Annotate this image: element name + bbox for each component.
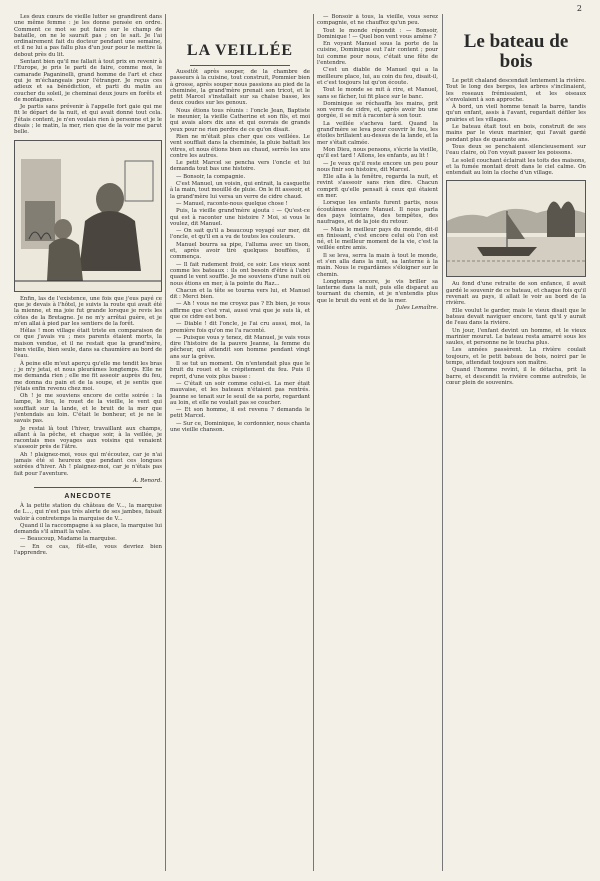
col3-signature: Jules Lemaître. xyxy=(396,305,438,312)
col3-para-14: Longtemps encore, je vis briller sa lanterne dans la nuit, puis elle disparut au tournant du chemin, et je n'entendis plus que le bruit du vent et de la mer. xyxy=(317,278,438,304)
col2-para-10: Manuel bourra sa pipe, l'alluma avec un tison, et, après avoir tiré quelques bouffées, il commença. xyxy=(170,241,310,261)
col2-para-17: — C'était un soir comme celui-ci. La mer était mauvaise, et les bateaux n'étaient pas rentrés. Jeanne se tenait sur le seuil de sa porte, regardant au loin, et elle ne voulait pas se coucher. xyxy=(170,380,310,406)
fireside-engraving-icon xyxy=(15,141,161,291)
anecdote-title: ANECDOTE xyxy=(64,492,112,500)
anecdote-para-3: — Beaucoup, Madame la marquise. xyxy=(20,536,117,543)
col1-para-4: Enfin, las de l'existence, une fois que j'eus payé ce que je devais à l'hôtel, je suivis la route qui avait été la mienne, et ma joie fut grande lorsque je revis les côtes de la Bretagne. Je ne m'y arrêtai guère, et je m'en allai à pied par les sentiers de la forêt. xyxy=(14,295,162,327)
anecdote-para-2: Quand il la raccompagne à sa place, la marquise lui demanda s'il aimait la valse. xyxy=(14,522,162,536)
col2-para-19: — Sur ce, Dominique, le cordonnier, nous chanta une vieille chanson. xyxy=(170,420,310,434)
col2-para-8: Puis, la vieille grand'mère ajouta : — Qu'est-ce qui est à raconter une histoire ? Moi, si vous le voulez, dit Manuel. xyxy=(170,208,310,227)
col1-para-5: Hélas ! mon village était triste en comparaison de ce que j'avais vu ; mes parents étaient morts, la maison vendue, et il ne restait que la grand'mère, bien vieille, bien seule, dans sa chaumière au bord de l'eau. xyxy=(14,328,162,360)
column-3 xyxy=(317,14,438,871)
col1-para-9: Ah ! plaignez-moi, vous qui m'écoutez, car je n'ai jamais été si heureux que pendant ces longues soirées d'hiver. Ah ! plaignez-moi, car je n'étais pas fait pour l'aventure. xyxy=(14,451,162,477)
col3-para-10: Elle alla à la fenêtre, regarda la nuit, et revint s'asseoir sans rien dire. Chacun comprit qu'elle pensait à ceux qui étaient en mer. xyxy=(317,174,438,200)
col2-para-14: — Diable ! dit l'oncle, je l'ai cru aussi, moi, la première fois qu'on me l'a raconté. xyxy=(170,321,310,334)
col1-signature: A. Renord. xyxy=(132,477,162,484)
col3-para-1: — Bonsoir à tous, la vieille, vous serez compagnie, et ne chauffez qu'un peu. xyxy=(317,14,438,27)
column-1 xyxy=(14,14,162,871)
col3-para-4: C'est un diable de Manuel qui a la meilleure place, lui, au coin du feu, disait-il, et c'est toujours lui qu'on écoute. xyxy=(317,67,438,86)
col1-para-3: Je partis sans prévenir à l'appelle fort gaie qui me fit le départ de la nuit, et qui avait donné tout cela. J'étais content, je n'en voulais rien à personne et je le disais ; le matin, la mer, rien que de la voir me parut belle. xyxy=(14,104,162,136)
col3-para-13: Il se leva, serra la main à tout le monde, et s'en alla dans la nuit, sa lanterne à la main. Nous le regardâmes s'éloigner sur le chemin. xyxy=(317,252,438,278)
col3-para-7: La veillée s'acheva tard. Quand la grand'mère se leva pour couvrir le feu, les étoiles brillaient au-dessus de la lande, et la mer s'était calmée. xyxy=(317,120,438,146)
anecdote-para-1: À la petite station du château de V..., la marquise de L..., qui n'est pas très alerte de ses jambes, faisait valoir à contretemps la marquise de V... xyxy=(14,502,162,522)
col3-para-8: Mon Dieu, nous pensons, s'écrie la vieille, qu'il est tard ! Allons, les enfants, au lit ! xyxy=(317,146,438,160)
col1-para-8: Je restai là tout l'hiver, travaillant aux champs, allant à la pêche, et chaque soir, à la veillée, je racontais mes voyages aux voisins qui venaient s'asseoir près de l'âtre. xyxy=(14,425,162,451)
col2-para-16: Il se tut un moment. On n'entendait plus que le bruit du rouet et le crépitement du feu. Puis il reprit, d'une voix plus basse : xyxy=(170,361,310,380)
column-4 xyxy=(446,14,586,871)
col2-para-18: — Et son homme, il est revenu ? demanda le petit Marcel. xyxy=(170,407,310,420)
column-rule xyxy=(313,14,314,871)
col2-para-3: Rien ne m'était plus cher que ces veillées. Le vent soufflait dans la cheminée, la pluie battait les vitres, et nous étions bien au chaud, serrés les uns contre les autres. xyxy=(170,133,310,159)
col1-para-1: Les deux cœurs de vieille lutter se grandirent dans une même femme : je les donne pensée en ordre. Comment ce mot se put faire sur le champ de bataille, on ne le saurait pas ; on le sait. Je l'ai ordinairement fait du docteur pendant une semaine, et il ne lui a pas fallu plus d'un jour pour le mettre là debout près du lit. xyxy=(14,14,162,58)
col3-para-5: Tout le monde se mit à rire, et Manuel, sans se fâcher, lui fit place sur le banc. xyxy=(317,87,438,100)
page-number: 2 xyxy=(576,4,582,13)
col3-para-11: Lorsque les enfants furent partis, nous écoutâmes encore Manuel. Il nous parla des pays lointains, des tempêtes, des naufrages, et de la joie du retour. xyxy=(317,200,438,226)
col2-para-9: — On sait qu'il a beaucoup voyagé sur mer, dit l'oncle, et qu'il en a vu de toutes les couleurs. xyxy=(170,228,310,241)
col3-para-3: En voyant Manuel sous la porte de la cuisine, Dominique eut l'air content ; pour lui comme pour nous, c'était une fête de l'entendre. xyxy=(317,41,438,67)
col3-para-6: Dominique se réchauffa les mains, prit son verre de cidre, et, après avoir bu une gorgée, il se mit à raconter à son tour. xyxy=(317,100,438,120)
col3-para-2: Tout le monde répondit : — Bonsoir, Dominique ! — Quel bon vent vous amène ? xyxy=(317,27,438,40)
col2-para-11: — Il fait rudement froid, ce soir. Les vieux sont comme les bateaux : ils ont besoin d'être à l'abri quand le vent souffle. Je me souviens d'une nuit où nous étions en mer, à la pointe du Raz... xyxy=(170,261,310,287)
col2-para-4: Le petit Marcel se pencha vers l'oncle et lui demanda tout bas une histoire. xyxy=(170,160,310,173)
col4-para-1: Le petit chaland descendait lentement la rivière. Tout le long des berges, les arbres s'inclinaient, les roseaux frémissaient, et les oiseaux s'envolaient à son approche. xyxy=(446,78,586,103)
col4-para-6: Au fond d'une retraite de son enfance, il avait gardé le souvenir de ce bateau, et chaque fois qu'il revenait au pays, il allait le voir au bord de la rivière. xyxy=(446,281,586,307)
anecdote-para-4: — En ce cas, fût-elle, vous devriez bien l'apprendre. xyxy=(14,543,162,557)
title-underline xyxy=(190,65,290,66)
col2-para-6: C'est Manuel, un voisin, qui entrait, la casquette à la main, tout mouillé de pluie. On le fit asseoir, et la grand'mère lui versa un verre de cidre chaud. xyxy=(170,181,310,200)
col2-para-12: Chacun et la tête se tourna vers lui, et Manuel dit : Merci bien. xyxy=(170,287,310,301)
col4-para-2: À bord, un vieil homme tenait la barre, tandis qu'un enfant, assis à l'avant, regardait défiler les prairies et les villages. xyxy=(446,104,586,123)
col2-para-2: Nous étions tous réunis : l'oncle Jean, Baptiste le meunier, la vieille Catherine et son fils, et moi qui avais alors dix ans et qui ouvrais de grands yeux pour ne rien perdre de ce qu'on disait. xyxy=(170,107,310,133)
col4-para-8: Un jour, l'enfant devint un homme, et le vieux marinier mourut. Le bateau resta amarré sous les saules, et personne ne le toucha plus. xyxy=(446,327,586,347)
col4-para-5: Le soleil couchant éclairait les toits des maisons, et la fumée montait droit dans le ciel calme. On entendait au loin la cloche d'un village. xyxy=(446,157,586,177)
col4-para-9: Les années passèrent. La rivière coulait toujours, et le petit bateau de bois, noirci par le temps, attendait toujours son maître. xyxy=(446,347,586,367)
article-title-la-veillee: LA VEILLÉE xyxy=(186,42,294,59)
river-boat-illustration xyxy=(446,180,586,277)
column-rule xyxy=(165,14,166,871)
col3-para-12: — Mais le meilleur pays du monde, dit-il en finissant, c'est encore celui où l'on est né, et le meilleur moment de la vie, c'est la veillée entre amis. xyxy=(317,226,438,252)
col2-para-7: — Manuel, raconte-nous quelque chose ! xyxy=(176,200,288,207)
col2-para-5: — Bonsoir, la compagnie. xyxy=(176,173,246,180)
col4-para-3: Le bateau était tout en bois, construit de ses mains par le vieux marinier, qui l'avait gardé pendant plus de quarante ans. xyxy=(446,124,586,143)
col4-para-10: Quand l'homme revint, il le détacha, prit la barre, et descendit la rivière comme autrefois, le cœur plein de souvenirs. xyxy=(446,367,586,386)
column-rule xyxy=(442,14,443,871)
col3-para-9: — Je veux qu'il reste encore un peu pour nous finir son histoire, dit Marcel. xyxy=(317,160,438,173)
col2-para-15: — Puisque vous y tenez, dit Manuel, je vais vous dire l'histoire de la pauvre Jeanne, la femme du pêcheur, qui attendit son homme pendant vingt ans sur la grève. xyxy=(170,334,310,360)
col1-para-7: Oh ! je me souviens encore de cette soirée : la lampe, le feu, le rouet de la vieille, le vent qui soufflait sur la lande, et le bruit de la mer que j'entendais au loin. C'était le bonheur, et je ne le savais pas. xyxy=(14,393,162,425)
col2-para-1: Aussitôt après souper, de la chambre de passeurs à la cuisine, tout construit, Pommier bien à grosse, après souper nous passions au pied de la cheminée, la grand'mère prenait son tricot, et le petit Marcel s'installait sur sa chaise basse, les deux coudes sur les genoux. xyxy=(170,69,310,107)
fireside-illustration xyxy=(14,140,162,292)
col4-para-7: Elle voulut le garder, mais le vieux disait que le bateau devait naviguer encore, tant qu'il y aurait de l'eau dans la rivière. xyxy=(446,307,586,327)
divider xyxy=(34,487,142,488)
col2-para-13: — Ah ! vous ne me croyez pas ? Eh bien, je vous affirme que c'est vrai, aussi vrai que je suis là, et que ce cidre est bon. xyxy=(170,301,310,320)
col1-para-6: À peine elle m'eut aperçu qu'elle me tendit les bras ; je m'y jetai, et nous pleurâmes longtemps. Elle ne me demanda rien ; elle me fit asseoir auprès du feu, me donna du pain et de la soupe, et je sentis que j'étais enfin revenu chez moi. xyxy=(14,360,162,392)
col1-para-2: Sentant bien qu'il me fallait à tout prix en revenir à l'Europe, je pris le parti de faire, comme moi, le camarade Paganinelli, grand homme de l'art et chez qui je m'échangeais pour l'étranger. Je reçus ces adieux et sa bénédiction, et parti du matin au coucher du soleil, je cheminai deux jours en forêts et de montagnes. xyxy=(14,59,162,103)
article-title-bateau-de-bois: Le bateau de bois xyxy=(463,31,569,72)
column-2 xyxy=(170,14,310,871)
river-boat-engraving-icon xyxy=(447,181,585,276)
col4-para-4: Tous deux se penchaient silencieusement sur l'eau claire, où l'on voyait passer les poissons. xyxy=(446,143,586,157)
